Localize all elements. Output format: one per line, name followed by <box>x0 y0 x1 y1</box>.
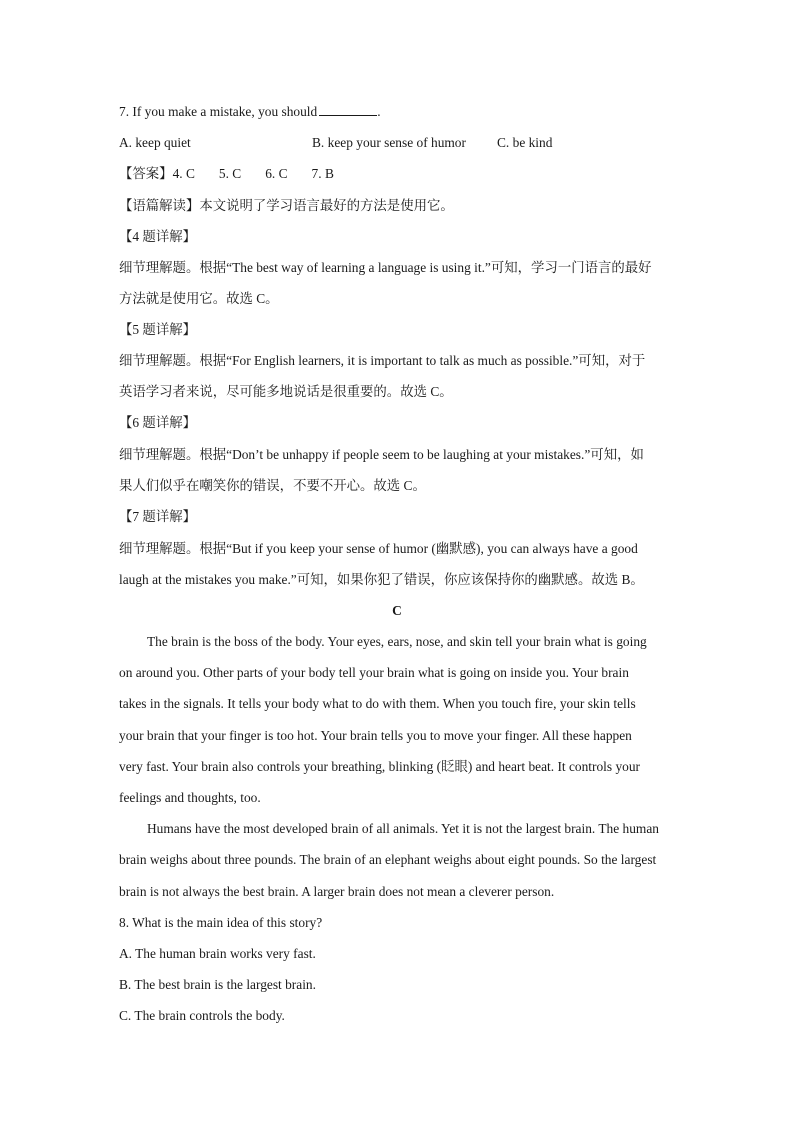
detail-6-line-2: 果人们似乎在嘲笑你的错误，不要不开心。故选 C。 <box>119 478 426 493</box>
passage-p2-line: brain weighs about three pounds. The brain of an elephant weighs about eight pounds. So the largest <box>119 852 657 867</box>
question-7-text: 7. If you make a mistake, you should <box>119 104 318 119</box>
question-7-option-a: A. keep quiet <box>119 135 191 150</box>
passage-p1-line: takes in the signals. It tells your body what to do with them. When you touch fire, your skin tells <box>119 696 636 711</box>
question-8-option-b: B. The best brain is the largest brain. <box>119 977 316 992</box>
passage-p2-line: Humans have the most developed brain of all animals. Yet it is not the largest brain. The human <box>147 821 659 836</box>
answer-item: 4. C <box>172 166 195 181</box>
answer-item: 7. B <box>311 166 334 181</box>
detail-5-line-1: 细节理解题。根据“For English learners, it is important to talk as much as possible.”可知，对于 <box>119 353 646 368</box>
question-8-stem: 8. What is the main idea of this story? <box>119 915 323 930</box>
question-7-stem <box>119 103 381 121</box>
detail-4-line-1: 细节理解题。根据“The best way of learning a language is using it.”可知，学习一门语言的最好 <box>119 260 652 275</box>
question-7-end: . <box>377 104 381 119</box>
passage-p1-line: your brain that your finger is too hot. Your brain tells you to move your finger. All these happen <box>119 728 632 743</box>
answer-blank <box>319 103 377 116</box>
detail-7-line-2: laugh at the mistakes you make.”可知，如果你犯了错误，你应该保持你的幽默感。故选 B。 <box>119 572 644 587</box>
detail-6-title: 【6 题详解】 <box>119 415 196 430</box>
detail-4-title: 【4 题详解】 <box>119 229 196 244</box>
detail-5-title: 【5 题详解】 <box>119 322 196 337</box>
question-7-option-b: B. keep your sense of humor <box>312 135 466 150</box>
passage-p1-line: very fast. Your brain also controls your breathing, blinking (眨眼) and heart beat. It controls your <box>119 759 641 774</box>
detail-6-line-1: 细节理解题。根据“Don’t be unhappy if people seem to be laughing at your mistakes.”可知，如 <box>119 447 644 462</box>
question-7-option-c: C. be kind <box>497 135 553 150</box>
detail-5-line-2: 英语学习者来说，尽可能多地说话是很重要的。故选 C。 <box>119 384 453 399</box>
detail-7-line-1: 细节理解题。根据“But if you keep your sense of humor (幽默感), you can always have a good <box>119 541 638 556</box>
passage-interpretation: 【语篇解读】本文说明了学习语言最好的方法是使用它。 <box>119 198 454 213</box>
answer-item: 6. C <box>265 166 288 181</box>
section-heading: C <box>392 603 402 618</box>
detail-4-line-2: 方法就是使用它。故选 C。 <box>119 291 279 306</box>
answer-item: 5. C <box>218 166 242 181</box>
passage-p1-line: feelings and thoughts, too. <box>119 790 261 805</box>
answer-line <box>119 165 334 183</box>
detail-7-title: 【7 题详解】 <box>119 509 196 524</box>
question-8-option-c: C. The brain controls the body. <box>119 1008 285 1023</box>
answer-label: 【答案】 <box>119 166 173 181</box>
passage-p1-line: on around you. Other parts of your body tell your brain what is going on inside you. Your brain <box>119 665 629 680</box>
passage-p1-line: The brain is the boss of the body. Your eyes, ears, nose, and skin tell your brain what is going <box>147 634 647 649</box>
question-8-option-a: A. The human brain works very fast. <box>119 946 316 961</box>
passage-p2-line: brain is not always the best brain. A larger brain does not mean a cleverer person. <box>119 884 555 899</box>
